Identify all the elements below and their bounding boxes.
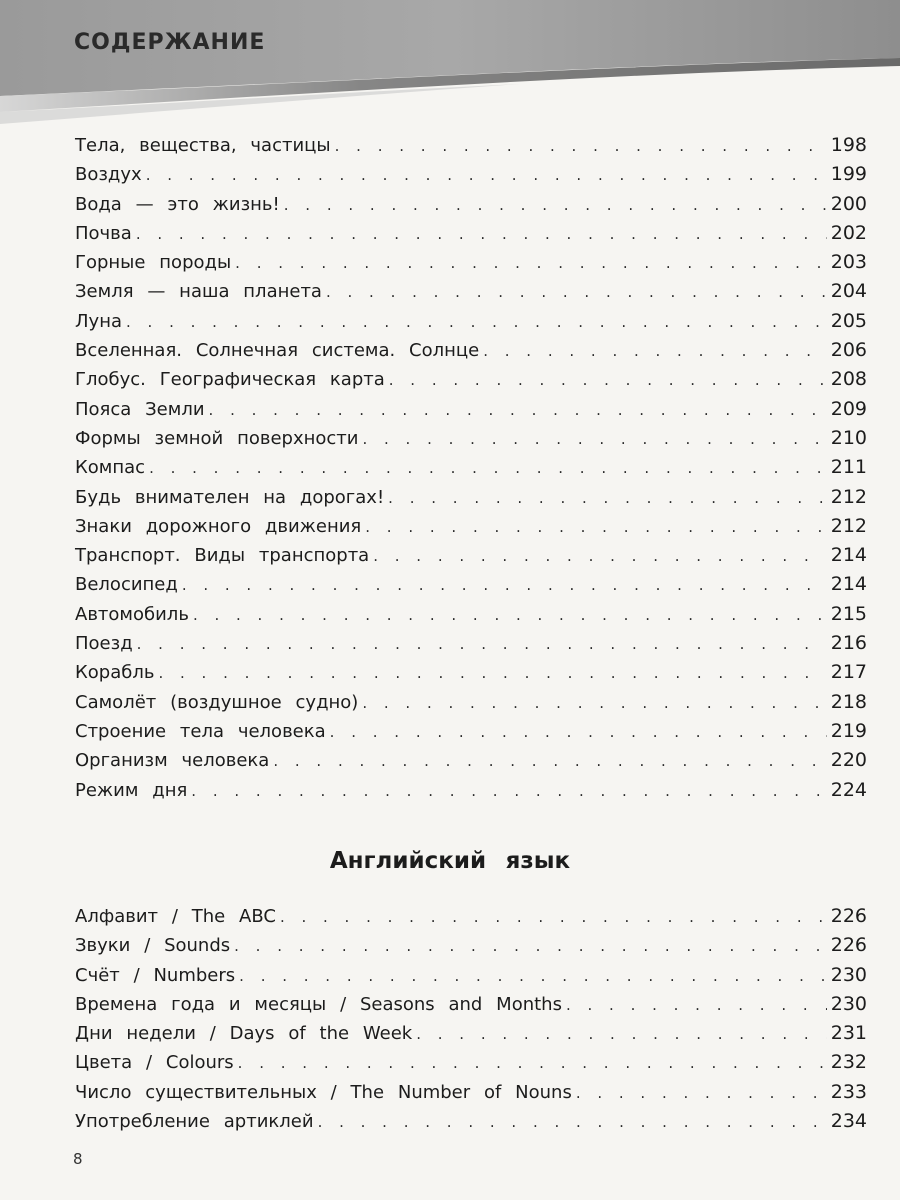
- toc-leader-dots: [483, 337, 827, 366]
- toc-entry-title: Счёт / Numbers: [75, 964, 236, 986]
- toc-leader-dots: [239, 962, 827, 991]
- toc-row: [75, 570, 867, 599]
- toc-entry-page: 220: [830, 749, 867, 772]
- toc-entry-title: Компас: [75, 457, 146, 479]
- toc-leader-dots: [389, 366, 827, 395]
- toc-entry-page: 206: [830, 339, 867, 362]
- toc-entry-title: Земля — наша планета: [75, 281, 322, 303]
- toc-entry-title: Вода — это жизнь!: [75, 193, 280, 215]
- page-title: СОДЕРЖАНИЕ: [74, 30, 266, 55]
- toc-entry-page: 203: [830, 251, 867, 274]
- toc-entry-title: Транспорт. Виды транспорта: [75, 545, 370, 567]
- toc-entry-page: 232: [830, 1051, 867, 1074]
- toc-leader-dots: [136, 220, 827, 249]
- toc-entry-title: Будь внимателен на дорогах!: [75, 486, 385, 508]
- toc-entry-page: 234: [830, 1110, 867, 1133]
- toc-leader-dots: [576, 1079, 827, 1108]
- toc-leader-dots: [326, 278, 827, 307]
- toc-leader-dots: [273, 747, 826, 776]
- toc-leader-dots: [365, 513, 826, 542]
- toc-row: [75, 717, 867, 746]
- toc-entry-page: 215: [830, 602, 867, 625]
- toc-leader-dots: [193, 601, 827, 630]
- toc-entry-page: 217: [830, 661, 867, 684]
- toc-entry-page: 216: [830, 632, 867, 655]
- toc-leader-dots: [234, 932, 827, 961]
- toc-list-part1: [75, 131, 867, 805]
- toc-leader-dots: [146, 161, 827, 190]
- toc-leader-dots: [149, 454, 827, 483]
- toc-entry-page: 198: [830, 134, 867, 156]
- toc-row: [75, 658, 867, 687]
- toc-row: [75, 424, 867, 453]
- toc-row: [75, 629, 867, 658]
- toc-entry-title: Глобус. Географическая карта: [75, 369, 385, 391]
- toc-entry-page: 230: [830, 963, 867, 986]
- toc-entry-page: 230: [830, 992, 867, 1015]
- toc-row: [75, 600, 867, 629]
- toc-row: [75, 160, 867, 189]
- toc-entry-page: 219: [830, 719, 867, 742]
- toc-leader-dots: [280, 903, 827, 932]
- toc-entry-title: Автомобиль: [75, 603, 189, 625]
- toc-row: [75, 776, 867, 805]
- toc-entry-title: Дни недели / Days of the Week: [75, 1023, 413, 1045]
- toc-row: [75, 248, 867, 277]
- toc-row: [75, 1078, 867, 1107]
- toc-leader-dots: [362, 689, 826, 718]
- toc-entry-title: Звуки / Sounds: [75, 935, 231, 957]
- toc-entry-page: 200: [830, 192, 867, 215]
- toc-leader-dots: [238, 1049, 827, 1078]
- toc-entry-title: Воздух: [75, 164, 142, 186]
- toc-leader-dots: [284, 191, 827, 220]
- toc-entry-page: 209: [830, 397, 867, 420]
- toc-entry-page: 204: [830, 280, 867, 303]
- toc-row: [75, 219, 867, 248]
- toc-entry-title: Знаки дорожного движения: [75, 515, 362, 537]
- toc-entry-page: 218: [830, 690, 867, 713]
- toc-leader-dots: [209, 396, 827, 425]
- toc-entry-title: Формы земной поверхности: [75, 427, 359, 449]
- toc-entry-title: Тела, вещества, частицы: [75, 135, 331, 156]
- toc-row: [75, 483, 867, 512]
- toc-entry-page: 224: [830, 778, 867, 801]
- toc-row: [75, 395, 867, 424]
- toc-entry-page: 205: [830, 309, 867, 332]
- toc-row: [75, 1019, 867, 1048]
- toc-leader-dots: [137, 630, 827, 659]
- toc-entry-title: Цвета / Colours: [75, 1052, 234, 1074]
- toc-entry-page: 208: [830, 368, 867, 391]
- toc-list-part2: [75, 902, 867, 1136]
- toc-row: [75, 961, 867, 990]
- toc-leader-dots: [235, 249, 827, 278]
- toc-leader-dots: [158, 659, 826, 688]
- toc-row: [75, 990, 867, 1019]
- toc-leader-dots: [566, 991, 827, 1020]
- toc-entry-title: Корабль: [75, 662, 155, 684]
- toc-row: [75, 365, 867, 394]
- toc-entry-page: 226: [830, 905, 867, 927]
- toc-entry-title: Луна: [75, 310, 122, 332]
- toc-row: [75, 453, 867, 482]
- toc-entry-page: 226: [830, 934, 867, 957]
- toc-entry-page: 233: [830, 1080, 867, 1103]
- toc-entry-title: Алфавит / The ABC: [75, 906, 276, 927]
- toc-entry-title: Режим дня: [75, 779, 188, 801]
- toc-entry-page: 212: [830, 485, 867, 508]
- toc-entry-page: 231: [830, 1022, 867, 1045]
- toc-leader-dots: [335, 132, 827, 161]
- toc-row: [75, 541, 867, 570]
- toc-entry-title: Самолёт (воздушное судно): [75, 691, 359, 713]
- toc-leader-dots: [318, 1108, 827, 1137]
- toc-entry-title: Строение тела человека: [75, 720, 326, 742]
- toc-entry-page: 199: [830, 163, 867, 186]
- toc-leader-dots: [373, 542, 827, 571]
- toc-row: [75, 307, 867, 336]
- toc-row: [75, 277, 867, 306]
- toc-entry-title: Пояса Земли: [75, 398, 205, 420]
- toc-leader-dots: [126, 308, 827, 337]
- toc-leader-dots: [330, 718, 827, 747]
- toc-row: [75, 746, 867, 775]
- toc-row: [75, 1107, 867, 1136]
- toc-row: [75, 688, 867, 717]
- header-band: [0, 0, 900, 130]
- toc-leader-dots: [362, 425, 826, 454]
- toc-entry-title: Число существительных / The Number of Nouns: [75, 1081, 572, 1103]
- toc-row: [75, 931, 867, 960]
- section-heading-english: Английский язык: [329, 848, 571, 874]
- toc-row: [75, 190, 867, 219]
- toc-leader-dots: [388, 484, 827, 513]
- toc-entry-title: Организм человека: [75, 750, 270, 772]
- toc-entry-title: Времена года и месяцы / Seasons and Months: [75, 993, 562, 1015]
- page-number: 8: [73, 1150, 83, 1168]
- toc-entry-page: 214: [830, 544, 867, 567]
- toc-entry-page: 212: [830, 514, 867, 537]
- toc-entry-page: 210: [830, 426, 867, 449]
- toc-row: [75, 336, 867, 365]
- toc-row: [75, 131, 867, 160]
- toc-entry-page: 202: [830, 221, 867, 244]
- toc-entry-page: 211: [830, 456, 867, 479]
- toc-leader-dots: [191, 777, 826, 806]
- toc-row: [75, 1048, 867, 1077]
- toc-entry-title: Употребление артиклей: [75, 1111, 314, 1133]
- toc-entry-title: Горные породы: [75, 252, 232, 274]
- toc-entry-title: Поезд: [75, 633, 133, 655]
- toc-entry-title: Вселенная. Солнечная система. Солнце: [75, 340, 480, 362]
- toc-entry-title: Велосипед: [75, 574, 178, 596]
- toc-entry-title: Почва: [75, 222, 132, 244]
- toc-leader-dots: [182, 571, 827, 600]
- toc-row: [75, 902, 867, 931]
- toc-row: [75, 512, 867, 541]
- toc-leader-dots: [416, 1020, 827, 1049]
- toc-entry-page: 214: [830, 573, 867, 596]
